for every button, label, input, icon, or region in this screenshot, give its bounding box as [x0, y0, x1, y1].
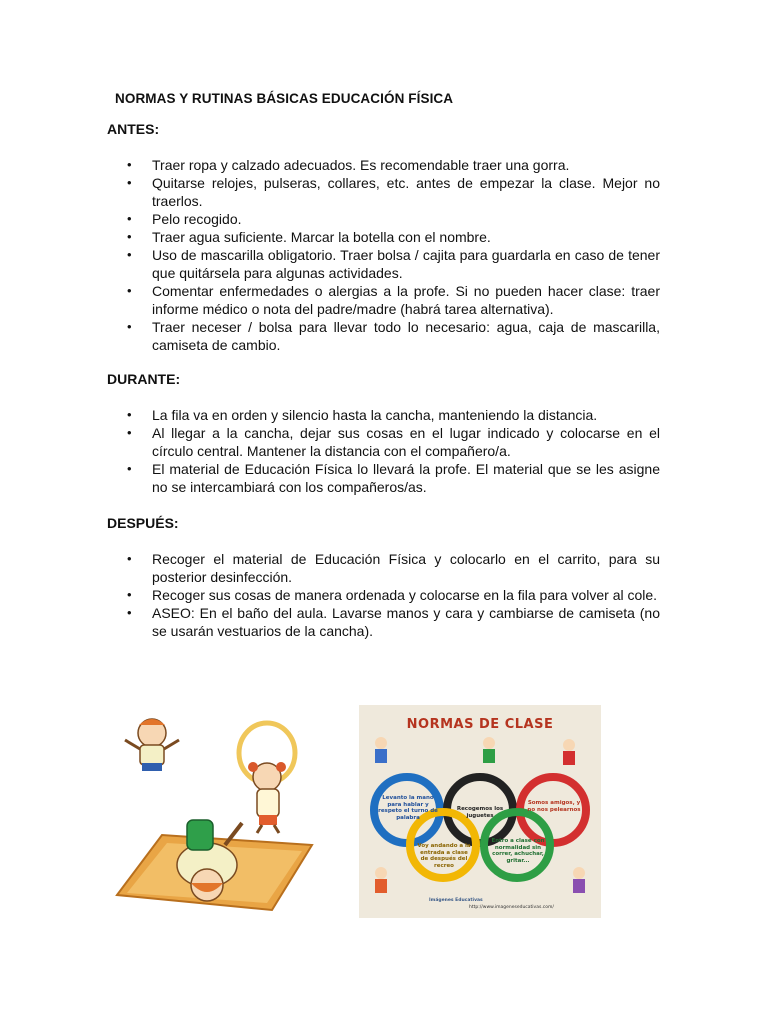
list-item: • Quitarse relojes, pulseras, collares, etc. antes de empezar la clase. Mejor no traerlos.	[107, 174, 660, 210]
list-item: • El material de Educación Física lo llevará la profe. El material que se les asigne no se intercambiará con los compañeros/as.	[107, 460, 660, 496]
document-title: NORMAS Y RUTINAS BÁSICAS EDUCACIÓN FÍSICA	[115, 91, 454, 106]
list-item: • Comentar enfermedades o alergias a la profe. Si no pueden hacer clase: traer informe médico o nota del padre/madre (habrá tarea alternativa).	[107, 282, 660, 318]
list-durante	[107, 406, 660, 496]
list-item: • Pelo recogido.	[107, 210, 660, 228]
list-item: • Recoger el material de Educación Física y colocarlo en el carrito, para su posterior desinfección.	[107, 550, 660, 586]
section-heading-antes: ANTES:	[107, 121, 160, 137]
class-rules-poster	[359, 705, 601, 918]
list-item: • Traer ropa y calzado adecuados. Es recomendable traer una gorra.	[107, 156, 660, 174]
ring-label-blue: Levanto la mano para hablar y respeto el turno de palabra	[378, 795, 438, 821]
ring-label-red: Somos amigos, y no nos pelearnos	[527, 800, 581, 813]
gymnastics-illustration	[107, 705, 319, 917]
list-item: • ASEO: En el baño del aula. Lavarse manos y cara y cambiarse de camiseta (no se usarán vestuarios de la cancha).	[107, 604, 660, 640]
list-item: • Traer agua suficiente. Marcar la botella con el nombre.	[107, 228, 660, 246]
poster-title: NORMAS DE CLASE	[406, 717, 554, 732]
section-heading-durante: DURANTE:	[107, 371, 181, 387]
list-antes	[107, 156, 660, 354]
ring-label-yellow: Voy andando a la entrada a clase de después del recreo	[417, 843, 471, 869]
poster-brand: Imágenes Educativas	[429, 898, 483, 903]
list-item: • La fila va en orden y silencio hasta la cancha, manteniendo la distancia.	[107, 406, 660, 424]
section-heading-despues: DESPUÉS:	[107, 515, 179, 531]
gymnastics-illustration-art	[107, 705, 319, 917]
list-item: • Recoger sus cosas de manera ordenada y colocarse en la fila para volver al cole.	[107, 586, 660, 604]
list-despues	[107, 550, 660, 640]
list-item: • Traer neceser / bolsa para llevar todo lo necesario: agua, caja de mascarilla, camiseta de cambio.	[107, 318, 660, 354]
poster-footer-url: http://www.imageneseducativas.com/	[469, 905, 554, 910]
list-item: • Al llegar a la cancha, dejar sus cosas en el lugar indicado y colocarse en el círculo central. Mantener la distancia con el compañero/a.	[107, 424, 660, 460]
ring-label-black: Recogemos los juguetes	[456, 806, 504, 819]
list-item: • Uso de mascarilla obligatorio. Traer bolsa / cajita para guardarla en caso de tener que quitársela para algunas actividades.	[107, 246, 660, 282]
ring-label-green: Entro a clase con normalidad sin correr, achuchar, gritar...	[491, 838, 545, 864]
